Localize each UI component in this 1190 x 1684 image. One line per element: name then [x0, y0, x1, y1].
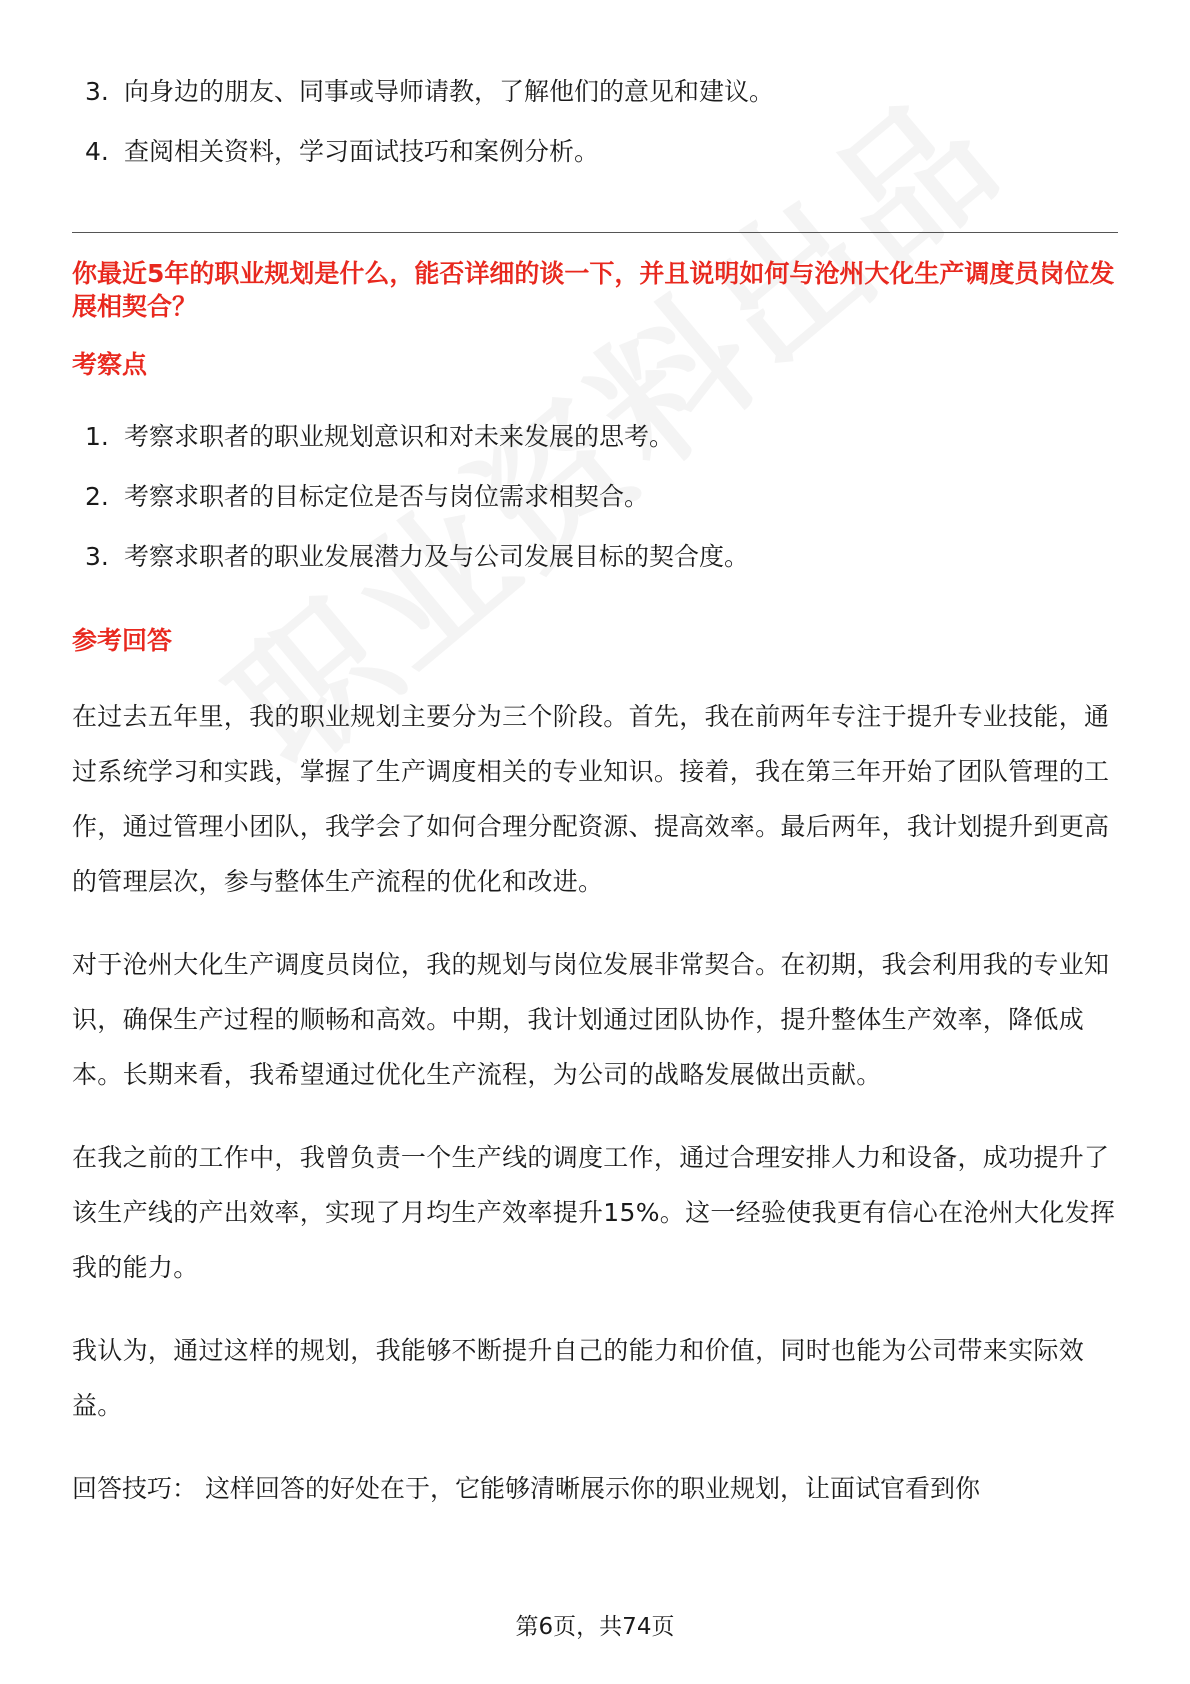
list-item: [72, 407, 1118, 467]
list-item-number: 4.: [85, 137, 109, 166]
question-heading: 你最近5年的职业规划是什么，能否详细的谈一下，并且说明如何与沧州大化生产调度员岗位发展相契合？: [72, 259, 1115, 321]
continued-list: [72, 62, 1118, 182]
answer-paragraph: 在我之前的工作中，我曾负责一个生产线的调度工作，通过合理安排人力和设备，成功提升了该生产线的产出效率，实现了月均生产效率提升15%。这一经验使我更有信心在沧州大化发挥我的能力。: [72, 1143, 1116, 1282]
list-item: [72, 122, 1118, 182]
page-content: [72, 62, 1118, 1516]
list-item-text: 查阅相关资料，学习面试技巧和案例分析。: [124, 137, 600, 166]
answer-heading: 参考回答: [72, 626, 173, 655]
list-item-text: 考察求职者的目标定位是否与岗位需求相契合。: [124, 482, 650, 511]
list-item-text: 考察求职者的职业发展潜力及与公司发展目标的契合度。: [124, 542, 750, 571]
answer-paragraph: 在过去五年里，我的职业规划主要分为三个阶段。首先，我在前两年专注于提升专业技能，通过系统学习和实践，掌握了生产调度相关的专业知识。接着，我在第三年开始了团队管理的工作，通过管理小团队，我学会了如何合理分配资源、提高效率。最后两年，我计划提升到更高的管理层次，参与整体生产流程的优化和改进。: [72, 702, 1110, 896]
answer-tips: 回答技巧： 这样回答的好处在于，它能够清晰展示你的职业规划，让面试官看到你: [72, 1474, 980, 1503]
points-heading: 考察点: [72, 350, 148, 379]
list-item: [72, 527, 1118, 587]
answer-paragraph: 对于沧州大化生产调度员岗位，我的规划与岗位发展非常契合。在初期，我会利用我的专业知识，确保生产过程的顺畅和高效。中期，我计划通过团队协作，提升整体生产效率，降低成本。长期来看，我希望通过优化生产流程，为公司的战略发展做出贡献。: [72, 950, 1110, 1089]
answer-paragraph: 我认为，通过这样的规划，我能够不断提升自己的能力和价值，同时也能为公司带来实际效益。: [72, 1336, 1085, 1420]
section-divider: [72, 232, 1118, 233]
list-item-text: 向身边的朋友、同事或导师请教，了解他们的意见和建议。: [124, 77, 775, 106]
list-item-text: 考察求职者的职业规划意识和对未来发展的思考。: [124, 422, 675, 451]
list-item-number: 3.: [85, 542, 109, 571]
points-list: [72, 407, 1118, 587]
list-item: [72, 62, 1118, 122]
list-item-number: 2.: [85, 482, 109, 511]
list-item-number: 1.: [85, 422, 109, 451]
list-item: [72, 467, 1118, 527]
page-number: 第6页，共74页: [515, 1614, 675, 1640]
list-item-number: 3.: [85, 77, 109, 106]
